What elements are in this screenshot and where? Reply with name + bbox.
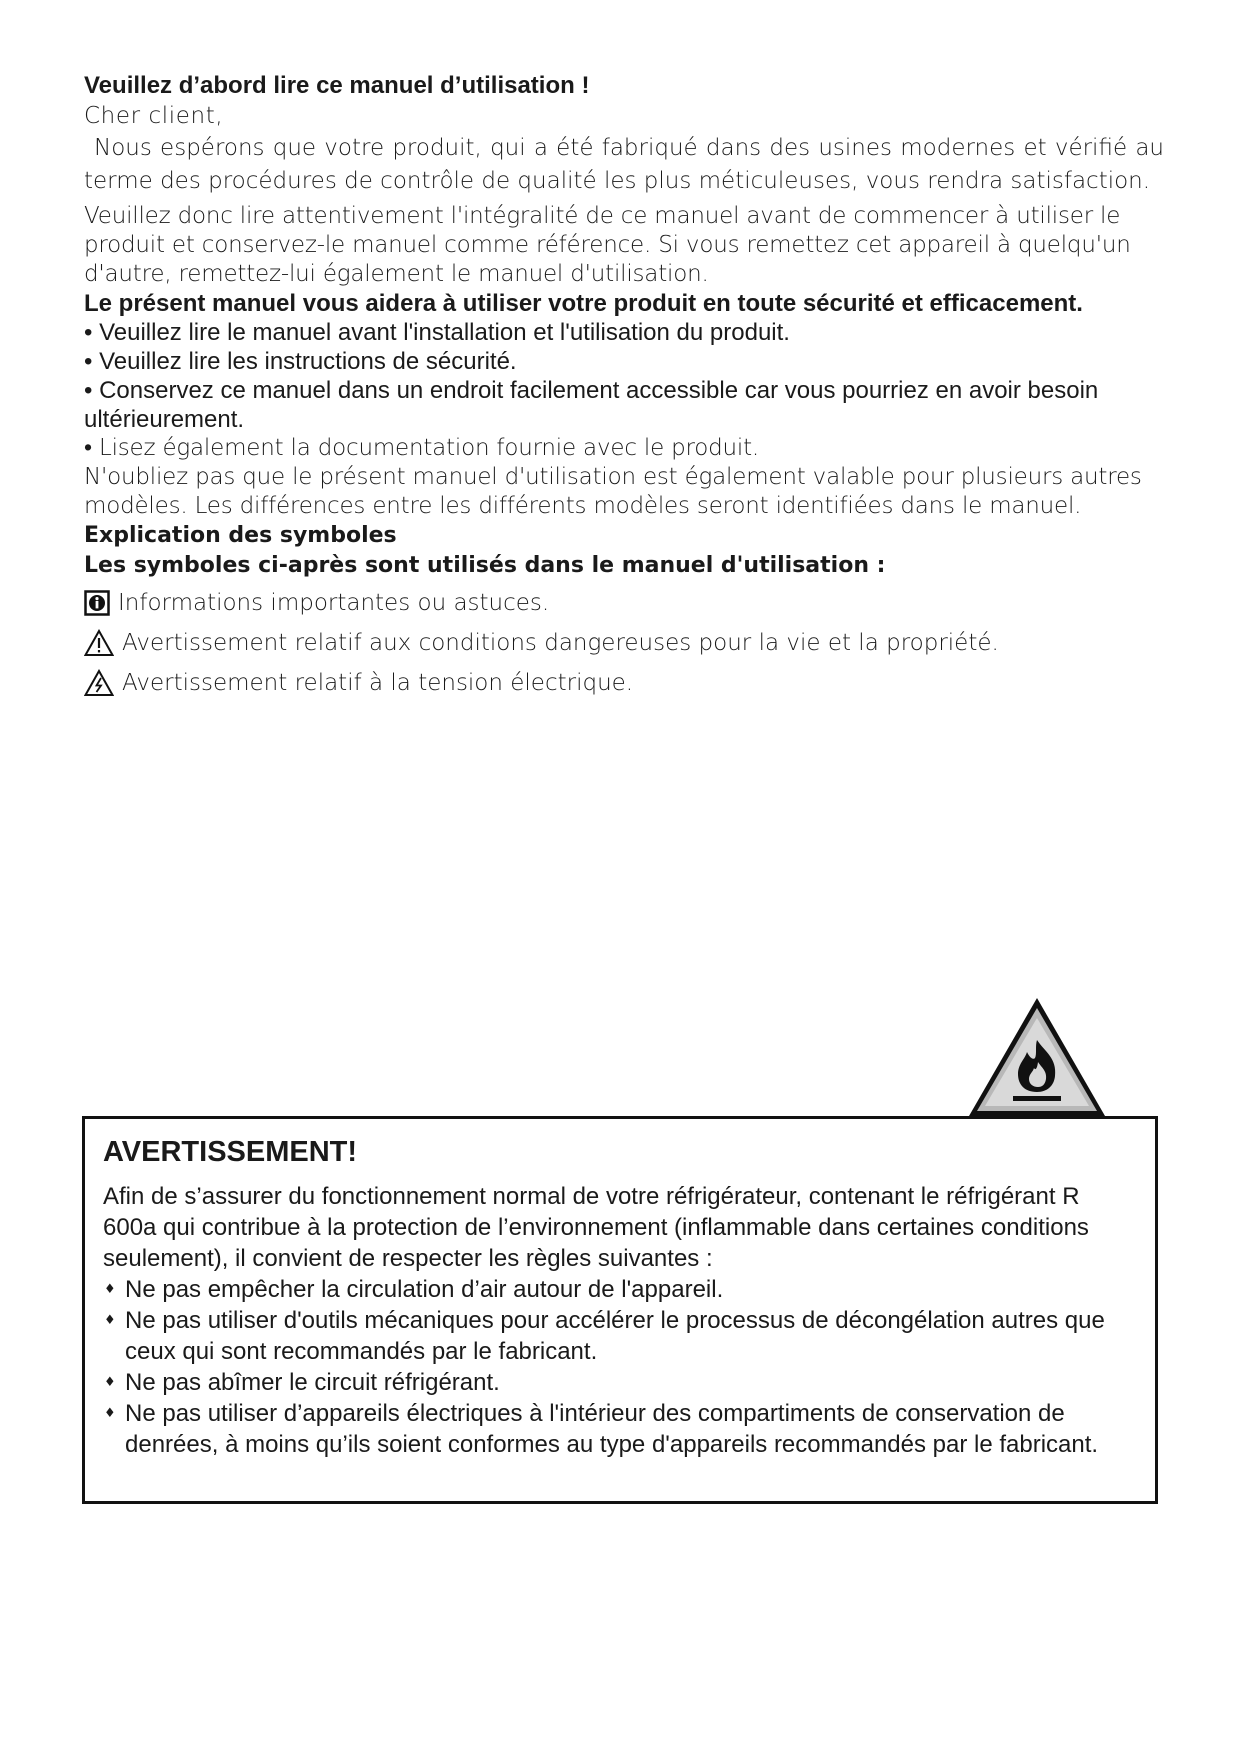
flammable-warning-icon xyxy=(967,996,1107,1120)
symbols-heading: Explication des symboles xyxy=(84,523,397,548)
warning-rules xyxy=(103,1274,1127,1460)
salutation: Cher client, xyxy=(84,103,224,129)
bullet-item: • Lisez également la documentation fournie avec le produit. xyxy=(84,435,760,461)
warning-triangle-icon xyxy=(84,629,114,657)
intro-paragraph-3: N'oubliez pas que le présent manuel d'utilisation est également valable pour plusieurs autres modèles. Les différences entre les différents modèles seront identifiées dans le manuel. xyxy=(84,464,1142,519)
intro-bullets xyxy=(84,318,1164,463)
rule-item: ♦ Ne pas empêcher la circulation d’air autour de l'appareil. xyxy=(103,1274,1127,1305)
symbol-text: Informations importantes ou astuces. xyxy=(118,590,550,616)
electric-warning-icon xyxy=(84,669,114,697)
warning-title: AVERTISSEMENT! xyxy=(103,1136,358,1168)
symbols-subheading: Les symboles ci-après sont utilisés dans le manuel d'utilisation : xyxy=(84,553,886,578)
manual-page xyxy=(84,70,1164,703)
bullet-item: • Veuillez lire le manuel avant l'installation et l'utilisation du produit. xyxy=(84,319,790,346)
intro-title: Veuillez d’abord lire ce manuel d’utilisation ! xyxy=(84,72,590,99)
rule-item: ♦ Ne pas abîmer le circuit réfrigérant. xyxy=(103,1367,1127,1398)
warning-intro: Afin de s’assurer du fonctionnement normal de votre réfrigérateur, contenant le réfrigérant R 600a qui contribue à la protection de l’environnement (inflammable dans certaines conditions seulement), il convient de respecter les règles suivantes : xyxy=(103,1183,1089,1272)
bullet-item: • Conservez ce manuel dans un endroit facilement accessible car vous pourriez en avoir besoin ultérieurement. xyxy=(84,377,1099,433)
info-icon xyxy=(84,590,110,616)
symbol-text: Avertissement relatif aux conditions dangereuses pour la vie et la propriété. xyxy=(122,630,999,656)
rule-item: ♦ Ne pas utiliser d’appareils électriques à l'intérieur des compartiments de conservation de denrées, à moins qu’ils soient conformes au type d'appareils recommandés par le fabricant. xyxy=(103,1398,1127,1460)
intro-paragraph-2: Veuillez donc lire attentivement l'intégralité de ce manuel avant de commencer à utiliser le produit et conservez-le manuel comme référence. Si vous remettez cet appareil à quelqu'un d'autre, remettez-lui également le manuel d'utilisation. xyxy=(84,203,1131,287)
rule-item: ♦ Ne pas utiliser d'outils mécaniques pour accélérer le processus de décongélation autres que ceux qui sont recommandés par le fabricant. xyxy=(103,1305,1127,1367)
intro-paragraph-1: Nous espérons que votre produit, qui a été fabriqué dans des usines modernes et vérifié au terme des procédures de contrôle de qualité les plus méticuleuses, vous rendra satisfaction. xyxy=(84,135,1164,194)
bullet-item: • Veuillez lire les instructions de sécurité. xyxy=(84,348,517,375)
symbol-text: Avertissement relatif à la tension électrique. xyxy=(122,670,634,696)
symbol-row-electric xyxy=(84,663,1164,703)
bold-statement: Le présent manuel vous aidera à utiliser votre produit en toute sécurité et efficacement. xyxy=(84,290,1083,317)
warning-box xyxy=(82,1116,1158,1504)
symbol-row-info xyxy=(84,583,1164,623)
symbol-row-warning xyxy=(84,623,1164,663)
